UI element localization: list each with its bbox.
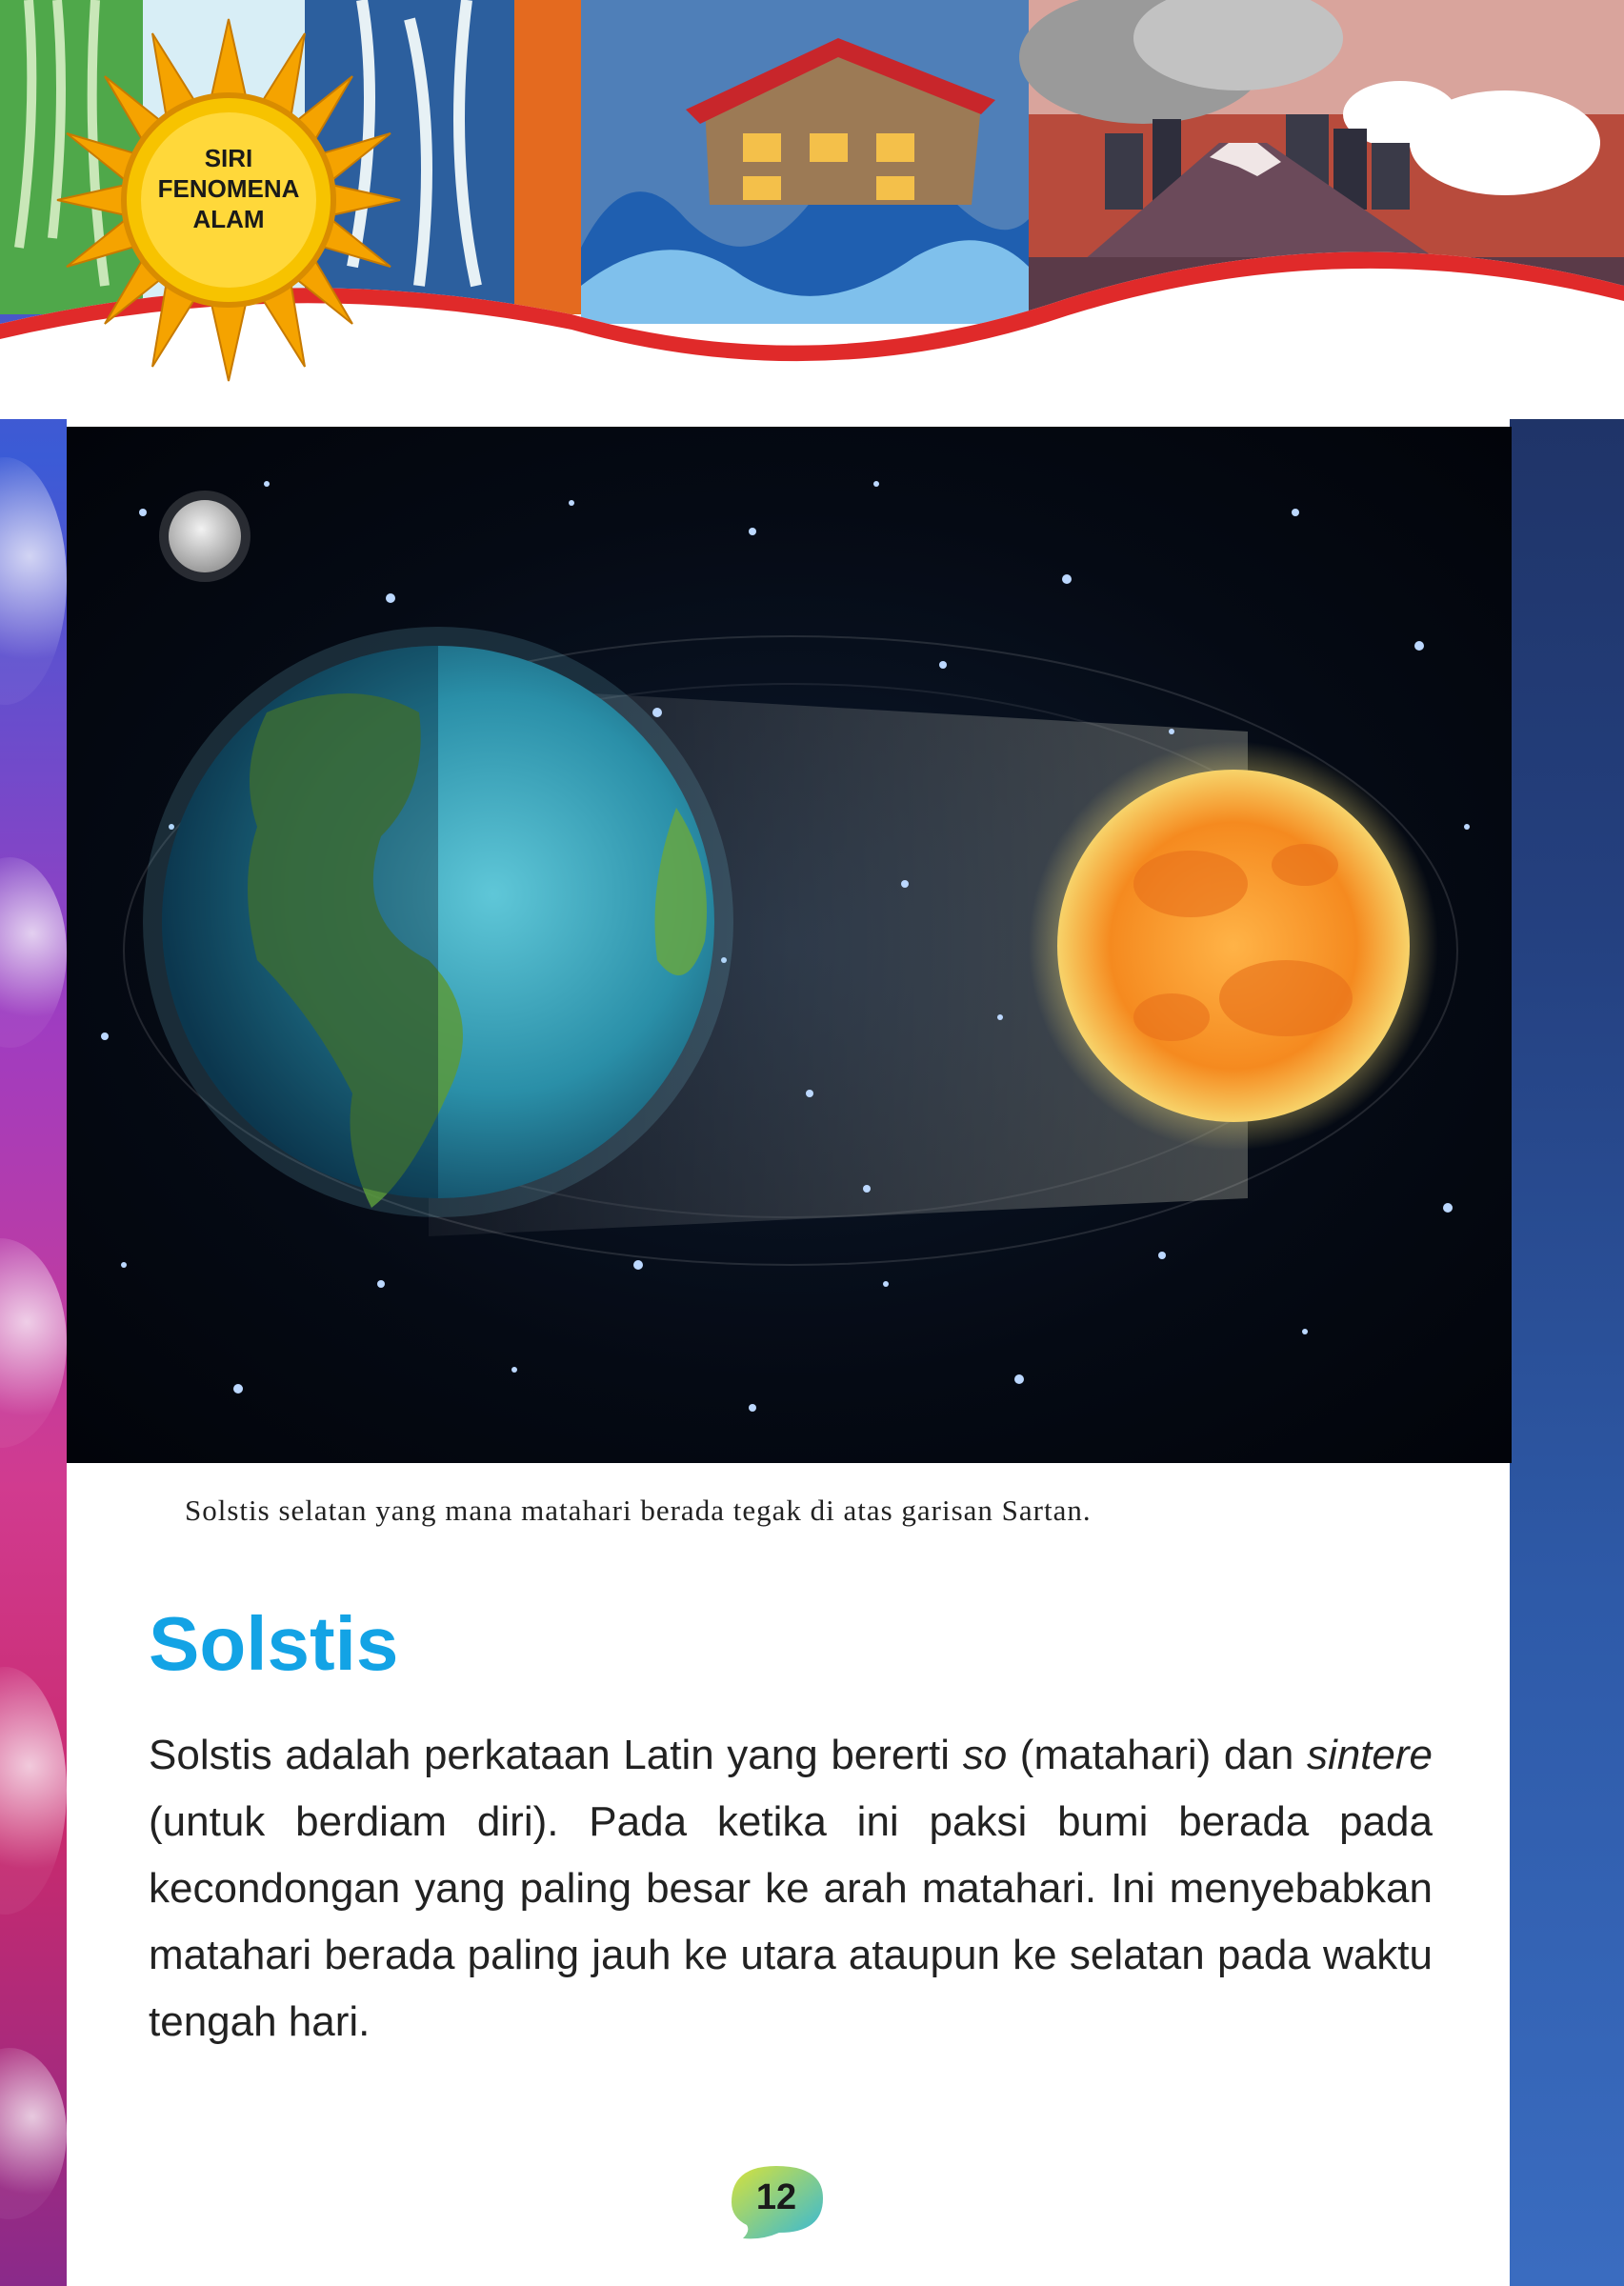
earth-sun-scene xyxy=(67,427,1512,1463)
series-title-line1: SIRI xyxy=(204,144,253,172)
body-paragraph xyxy=(149,1722,1433,2055)
series-title xyxy=(38,143,419,234)
sun-body-icon xyxy=(1057,770,1410,1122)
series-title-line3: ALAM xyxy=(192,205,265,233)
header-banner xyxy=(0,0,1624,419)
solstice-illustration xyxy=(67,427,1512,1463)
paragraph-text-3: (untuk berdiam diri). Pada ketika ini paksi bumi berada pada kecondongan yang paling besar ke arah matahari. Ini menyebabkan matahari berada paling jauh ke utara ataupun ke selatan pada waktu tengah hari. xyxy=(149,1798,1433,2045)
moon-icon xyxy=(169,500,241,572)
term-sintere: sintere xyxy=(1306,1732,1434,1778)
term-so: so xyxy=(962,1732,1008,1778)
section-heading: Solstis xyxy=(149,1601,399,1686)
series-title-line2: FENOMENA xyxy=(157,174,300,203)
paragraph-text-2: (matahari) dan xyxy=(1007,1732,1307,1778)
series-sun-badge xyxy=(38,0,419,400)
page-number: 12 xyxy=(755,2177,797,2217)
illustration-caption: Solstis selatan yang mana matahari berada tegak di atas garisan Sartan. xyxy=(185,1494,1092,1527)
page-number-badge xyxy=(724,2160,829,2242)
paragraph-text-1: Solstis adalah perkataan Latin yang bererti xyxy=(149,1732,963,1778)
